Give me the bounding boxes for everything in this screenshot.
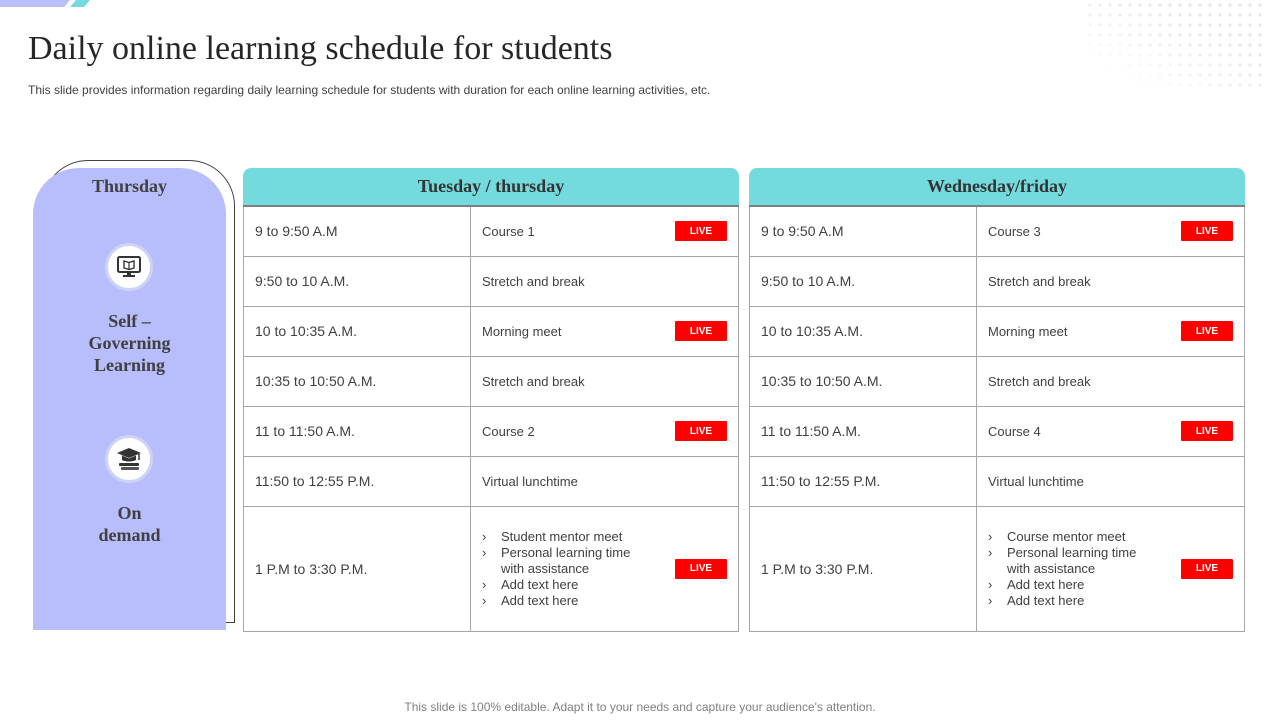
activity-cell: [471, 206, 739, 256]
table-row: [750, 206, 1245, 256]
schedule-table: [749, 205, 1245, 632]
bullet-item: › Personal learning time: [988, 545, 1244, 561]
time-cell: 10:35 to 10:50 A.M.: [750, 356, 977, 406]
time-cell: 10 to 10:35 A.M.: [244, 306, 471, 356]
time-cell: 10:35 to 10:50 A.M.: [244, 356, 471, 406]
live-badge: LIVE: [675, 221, 727, 241]
live-badge: LIVE: [675, 321, 727, 341]
activity-text: Course 3: [988, 223, 1041, 239]
time-cell: 11:50 to 12:55 P.M.: [750, 456, 977, 506]
bullet-item: with assistance: [1007, 560, 1096, 576]
schedule-tuesday-thursday: [243, 168, 739, 632]
bullet-item: › Add text here: [988, 577, 1244, 593]
activity-cell: Stretch and break: [471, 256, 739, 306]
activity-cell: [471, 306, 739, 356]
activity-cell: [977, 206, 1245, 256]
table-row: [244, 456, 739, 506]
bullet-item: › Student mentor meet: [482, 529, 738, 545]
activity-cell: [471, 506, 739, 631]
top-accent-bar-teal: [70, 0, 90, 7]
activity-cell: [977, 406, 1245, 456]
schedule-table: [243, 205, 739, 632]
time-cell: 9 to 9:50 A.M: [244, 206, 471, 256]
activity-cell: Virtual lunchtime: [977, 456, 1245, 506]
activity-cell: Virtual lunchtime: [471, 456, 739, 506]
table-row: [750, 306, 1245, 356]
slide-title: Daily online learning schedule for students: [28, 30, 613, 67]
bullet-item: › Course mentor meet: [988, 529, 1244, 545]
live-badge: LIVE: [1181, 421, 1233, 441]
table-heading: Tuesday / thursday: [243, 168, 739, 205]
time-cell: 10 to 10:35 A.M.: [750, 306, 977, 356]
table-row: [244, 256, 739, 306]
activity-text: Course 1: [482, 223, 535, 239]
computer-book-icon: [105, 243, 153, 291]
left-card-heading: Thursday: [91, 176, 168, 196]
time-cell: 11:50 to 12:55 P.M.: [244, 456, 471, 506]
slide-footer: This slide is 100% editable. Adapt it to your needs and capture your audience's attention.: [404, 700, 876, 714]
table-row: [244, 506, 739, 631]
bullet-item: › Add text here: [482, 593, 738, 609]
live-badge: LIVE: [1181, 559, 1233, 579]
time-cell: 11 to 11:50 A.M.: [750, 406, 977, 456]
top-accent-bar-purple: [0, 0, 70, 7]
table-row: [750, 456, 1245, 506]
bullet-item: › Personal learning time: [482, 545, 738, 561]
activity-cell: Stretch and break: [977, 356, 1245, 406]
table-row: [244, 356, 739, 406]
activity-text: Course 4: [988, 423, 1041, 439]
live-badge: LIVE: [1181, 221, 1233, 241]
table-row: [244, 406, 739, 456]
slide-subtitle: This slide provides information regarding daily learning schedule for students with duration for each online learning activities, etc.: [28, 83, 711, 97]
table-row: [244, 306, 739, 356]
time-cell: 1 P.M to 3:30 P.M.: [750, 506, 977, 631]
time-cell: 9:50 to 10 A.M.: [750, 256, 977, 306]
activity-cell: [471, 406, 739, 456]
table-row: [750, 356, 1245, 406]
activity-text: Morning meet: [482, 323, 562, 339]
activity-cell: Stretch and break: [977, 256, 1245, 306]
table-row: [750, 406, 1245, 456]
activity-cell: [977, 506, 1245, 631]
dot-pattern-decoration: [1085, 0, 1265, 92]
live-badge: LIVE: [675, 421, 727, 441]
time-cell: 1 P.M to 3:30 P.M.: [244, 506, 471, 631]
schedule-wednesday-friday: [749, 168, 1245, 632]
table-heading: Wednesday/friday: [749, 168, 1245, 205]
bullet-item: › Add text here: [988, 593, 1244, 609]
live-badge: LIVE: [675, 559, 727, 579]
self-governing-learning-label: Self – Governing Learning: [88, 311, 171, 375]
activity-cell: Stretch and break: [471, 356, 739, 406]
time-cell: 9:50 to 10 A.M.: [244, 256, 471, 306]
table-row: [750, 256, 1245, 306]
bullet-item: with assistance: [501, 560, 590, 576]
table-row: [244, 206, 739, 256]
table-row: [750, 506, 1245, 631]
bullet-item: › Add text here: [482, 577, 738, 593]
activity-text: Morning meet: [988, 323, 1068, 339]
live-badge: LIVE: [1181, 321, 1233, 341]
activity-cell: [977, 306, 1245, 356]
time-cell: 11 to 11:50 A.M.: [244, 406, 471, 456]
left-card: [33, 168, 226, 630]
graduation-cap-books-icon: [105, 435, 153, 483]
on-demand-label: On demand: [98, 503, 161, 545]
time-cell: 9 to 9:50 A.M: [750, 206, 977, 256]
activity-text: Course 2: [482, 423, 535, 439]
